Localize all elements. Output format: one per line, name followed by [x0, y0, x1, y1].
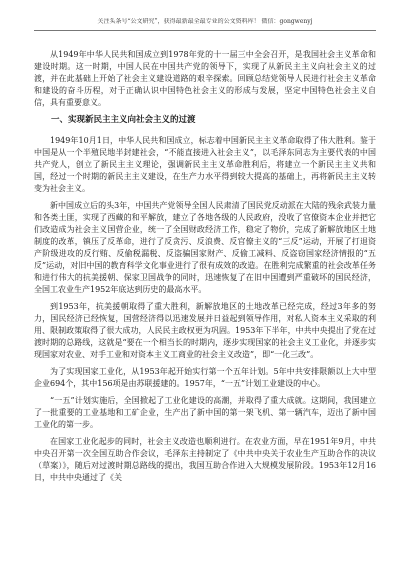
body-paragraph-4: 为了实现国家工业化，从1953年起开始实行第一个五年计划。5年中共安排限额以上大中型企业694个，其中156项是由苏联援建的。1957年，“一五”计划工业建设的中心。 — [34, 367, 376, 388]
body-paragraph-3: 到1953年，抗美援朝取得了重大胜利，新解放地区的土地改革已经完成，经过3年多的努力，国民经济已经恢复，国营经济得以迅速发展并日益起到领导作用，对私人资本主义采取的利用、限制政策取得了很大成功，人民民主政权更为巩固。1953年下半年，中共中央提出了党在过渡时期的总路线，这就是“要在一个相当长的时期内，逐步实现国家的社会主义工业化，并逐步实现国家对农业、对手工业和对资本主义工商业的社会主义改造”，即“一化三改”。 — [34, 302, 376, 359]
body-paragraph-1: 1949年10月1日，中华人民共和国成立，标志着中国新民主主义革命取得了伟大胜利。鉴于中国是从一个半殖民地半封建社会，“不能直接进入社会主义”，以毛泽东同志为主要代表的中国共产党人，创立了新民主主义理论，强调新民主主义革命胜利后，将建立一个新民主主义共和国，经过一个时期的新民主主义建设，在生产力水平得到较大提高的基础上，再将新民主主义转变为社会主义。 — [34, 136, 376, 193]
body-paragraph-5: “一五”计划实施后，全国掀起了工业化建设的高潮，并取得了重大成就。这期间，我国建立了一批重要的工业基地和工矿企业，生产出了新中国的第一架飞机、第一辆汽车，迈出了新中国工业化的第一步。 — [34, 396, 376, 429]
section-heading: 一、实现新民主主义向社会主义的过渡 — [51, 115, 196, 125]
intro-paragraph: 从1949年中华人民共和国成立到1978年党的十一届三中全会召开，是我国社会主义革命和建设时期。这一时期，中国人民在中国共产党的领导下，实现了从新民主主义向社会主义的过渡，并在此基础上开始了社会主义建设道路的艰辛探索。回顾总结党领导人民进行社会主义革命和建设的奋斗历程，对于正确认识中国特色社会主义的形成与发展，坚定中国特色社会主义自信，具有重要意义。 — [34, 50, 376, 107]
body-paragraph-6: 在国家工业化起步的同时，社会主义改造也顺利进行。在农业方面，早在1951年9月，中共中央召开第一次全国互助合作会议，毛泽东主持制定了《中共中央关于农业生产互助合作的决议（草案）》，随后对过渡时期总路线的提出，我国互助合作进入大规模发展阶段。1953年12月16日，中共中央通过了《关 — [34, 437, 376, 482]
body-paragraph-2: 新中国成立后的头3年，中国共产党领导全国人民肃清了国民党反动派在大陆的残余武装力量和各类土匪，实现了西藏的和平解放，建立了各地各级的人民政府，没收了官僚资本企业并把它们改造成为社会主义国营企业，统一了全国财政经济工作，稳定了物价，完成了新解放地区土地制度的改革，镇压了反革命，进行了反贪污、反浪费、反官僚主义的“三反”运动，开展了打退资产阶级进攻的反行贿、反偷税漏税、反盗骗国家财产、反偷工减料、反盗窃国家经济情报的“五反”运动，对旧中国的教育科学文化事业进行了很有成效的改造。在胜利完成繁重的社会改革任务和进行伟大的抗美援朝、保家卫国战争的同时，迅速恢复了在旧中国遭到严重破坏的国民经济，全国工农业生产1952年底达到历史的最高水平。 — [34, 201, 376, 294]
page-header: 关注头条号“公文研究”，获得最新最全最专业的公文资料库！ 微信：gongwenyj — [34, 18, 376, 31]
